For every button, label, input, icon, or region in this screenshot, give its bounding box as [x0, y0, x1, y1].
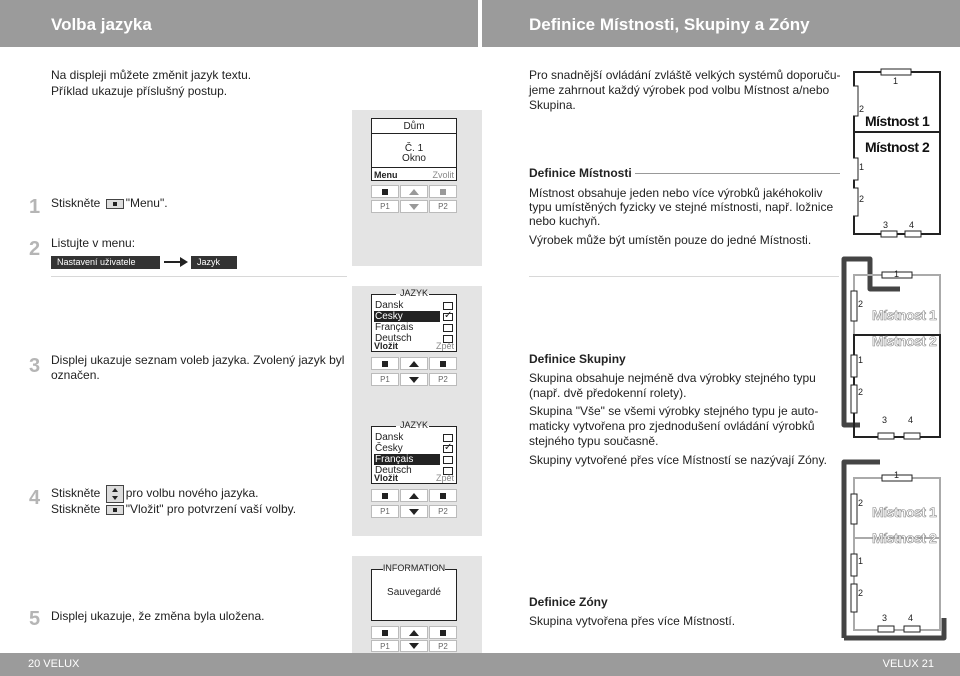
step-number-4: 4	[29, 487, 41, 509]
right-page-number: VELUX 21	[882, 658, 934, 670]
select-key[interactable]	[371, 626, 399, 639]
language-option: Dansk	[375, 300, 404, 311]
device-label: 1	[894, 470, 900, 480]
group-text-5: stejného typu současně.	[529, 434, 659, 448]
step-4-line-2	[51, 502, 296, 517]
display-softkey-right: Zvolit	[432, 170, 454, 180]
display-screen-language	[371, 288, 457, 352]
square-icon	[440, 189, 446, 195]
left-page-title: Volba jazyka	[51, 15, 152, 34]
right-intro-3: Skupina.	[529, 98, 576, 112]
step-number-3: 3	[29, 355, 41, 377]
intro-line-2: Příklad ukazuje příslušný postup.	[51, 84, 228, 98]
square-icon	[440, 361, 446, 367]
step-3-line-1: Displej ukazuje seznam voleb jazyka. Zvolený jazyk byl	[51, 353, 345, 367]
room-1-label: Místnost 1	[872, 307, 937, 323]
group-text-2: (např. dvě předokenní rolety).	[529, 386, 687, 400]
step-number-2: 2	[29, 238, 41, 260]
p1-key[interactable]: P1	[371, 505, 399, 518]
down-arrow-icon	[409, 509, 419, 515]
p1-key[interactable]: P1	[371, 200, 399, 213]
down-arrow-icon	[409, 377, 419, 383]
display-softkey-right: Zpět	[435, 473, 454, 483]
display-title: JAZYK	[399, 420, 428, 430]
select-key[interactable]	[371, 357, 399, 370]
down-key[interactable]	[400, 200, 428, 213]
room-definition-title: Definice Místnosti	[529, 166, 632, 180]
p1-key[interactable]: P1	[371, 373, 399, 386]
group-text-1: Skupina obsahuje nejméně dva výrobky stejného typu	[529, 371, 816, 385]
zone-definition-title: Definice Zóny	[529, 595, 608, 609]
room-2-label: Místnost 2	[865, 139, 930, 155]
group-text-3: Skupina "Vše" se všemi výrobky stejného typu je auto-	[529, 404, 819, 418]
right-page-title: Definice Místnosti, Skupiny a Zóny	[529, 15, 810, 34]
step-5-text: Displej ukazuje, že změna byla uložena.	[51, 609, 265, 623]
keypad-bottom-row	[371, 640, 457, 652]
p2-key[interactable]: P2	[429, 505, 457, 518]
device-label: 3	[883, 220, 889, 230]
language-option-selected: Česky	[374, 311, 440, 322]
device-label: 2	[859, 104, 865, 114]
down-key[interactable]	[400, 373, 428, 386]
step-number-5: 5	[29, 608, 41, 630]
group-definition-title: Definice Skupiny	[529, 352, 626, 366]
display-screen-information	[371, 563, 457, 621]
down-key[interactable]	[400, 505, 428, 518]
device-label: 1	[893, 76, 899, 86]
room-1-label: Místnost 1	[865, 113, 930, 129]
square-icon	[440, 493, 446, 499]
menu-button-icon	[106, 199, 124, 209]
language-option: Deutsch	[375, 333, 412, 344]
display-message: Sauvegardé	[387, 587, 441, 598]
up-key[interactable]	[400, 357, 428, 370]
checkbox-checked	[443, 445, 453, 453]
keypad-top-row	[371, 489, 457, 502]
device-label: 4	[908, 415, 914, 425]
left-page-number: 20 VELUX	[28, 658, 80, 670]
step-1-post: "Menu".	[125, 196, 168, 210]
up-key[interactable]	[400, 185, 428, 198]
display-line-2: Č. 1	[404, 143, 424, 154]
step-1-text	[51, 196, 168, 211]
display-softkey-left: Menu	[374, 170, 398, 180]
checkbox-checked	[443, 313, 453, 321]
title-rule	[635, 173, 840, 174]
device-label: 1	[894, 269, 900, 279]
divider	[51, 276, 347, 277]
device-label: 2	[858, 498, 864, 508]
keypad-top-row	[371, 185, 457, 198]
up-arrow-icon	[409, 189, 419, 195]
p2-key[interactable]: P2	[429, 200, 457, 213]
up-key[interactable]	[400, 489, 428, 502]
language-option-selected: Français	[374, 454, 440, 465]
group-text-6: Skupiny vytvořené přes více Místností se nazývají Zóny.	[529, 453, 827, 467]
step-number-1: 1	[29, 196, 41, 218]
room-1-label: Místnost 1	[872, 504, 937, 520]
right-key[interactable]	[429, 489, 457, 502]
menu-path-to: Jazyk	[191, 256, 237, 269]
right-intro-2: jeme zahrnout každý výrobek pod volbu Místnost a/nebo	[529, 83, 830, 97]
square-icon	[440, 630, 446, 636]
keypad-bottom-row	[371, 505, 457, 518]
select-key[interactable]	[371, 185, 399, 198]
display-softkey-left: Vložit	[374, 473, 398, 483]
room-diagram-1	[853, 68, 941, 238]
intro-line-1: Na displeji můžete změnit jazyk textu.	[51, 68, 252, 82]
language-option: Dansk	[375, 432, 404, 443]
keypad-bottom-row	[371, 373, 457, 386]
zone-plan-icon	[840, 458, 950, 648]
keypad-top-row	[371, 626, 457, 639]
checkbox	[443, 434, 453, 442]
display-screen-home	[371, 118, 457, 181]
square-icon	[382, 493, 388, 499]
device-label: 1	[858, 556, 864, 566]
language-option: Français	[375, 322, 414, 333]
up-down-button-icon	[106, 485, 124, 503]
right-key[interactable]	[429, 626, 457, 639]
right-key[interactable]	[429, 357, 457, 370]
down-key[interactable]	[400, 640, 428, 652]
divider	[529, 276, 839, 277]
up-key[interactable]	[400, 626, 428, 639]
device-label: 4	[908, 613, 914, 623]
device-label: 2	[859, 194, 865, 204]
step-4-post-2: "Vložit" pro potvrzení vaší volby.	[125, 502, 297, 516]
display-title: INFORMATION	[382, 563, 446, 573]
group-plan-icon	[840, 255, 950, 445]
room-text-1: Místnost obsahuje jeden nebo více výrobků jakéhokoliv	[529, 186, 823, 200]
zone-text: Skupina vytvořena přes více Místností.	[529, 614, 736, 628]
up-arrow-icon	[409, 361, 419, 367]
step-4-pre-2: Stiskněte	[51, 502, 101, 516]
display-softkey-right: Zpět	[435, 341, 454, 351]
p1-key[interactable]: P1	[371, 640, 399, 652]
square-icon	[382, 630, 388, 636]
select-key[interactable]	[371, 489, 399, 502]
checkbox	[443, 302, 453, 310]
step-4-line-1	[51, 485, 258, 503]
display-line-1: Dům	[403, 121, 425, 132]
zone-diagram	[840, 458, 950, 648]
device-label: 2	[858, 299, 864, 309]
device-label: 2	[858, 387, 864, 397]
keypad-top-row	[371, 357, 457, 370]
step-1-pre: Stiskněte	[51, 196, 101, 210]
footer-bar	[0, 653, 960, 676]
device-label: 3	[882, 613, 888, 623]
step-2-text: Listujte v menu:	[51, 236, 136, 250]
up-arrow-icon	[409, 630, 419, 636]
step-4-pre-1: Stiskněte	[51, 486, 101, 501]
right-intro-1: Pro snadnější ovládání zvláště velkých systémů doporuču-	[529, 68, 841, 82]
p2-key[interactable]: P2	[429, 373, 457, 386]
group-diagram	[840, 255, 950, 445]
display-softkey-left: Vložit	[374, 341, 398, 351]
device-label: 4	[909, 220, 915, 230]
group-text-4: maticky vytvořena pro zjednodušení ovládání výrobků	[529, 419, 815, 433]
step-4-post-1: pro volbu nového jazyka.	[125, 486, 259, 501]
device-label: 1	[858, 355, 864, 365]
display-screen-language-changed	[371, 420, 457, 484]
arrow-right-icon	[162, 256, 192, 269]
language-option: Deutsch	[375, 465, 412, 476]
step-3-line-2: označen.	[51, 368, 100, 382]
select-button-icon	[106, 505, 124, 515]
room-text-3: nebo kuchyň.	[529, 214, 601, 228]
square-icon	[382, 189, 388, 195]
down-arrow-icon	[409, 643, 419, 649]
room-text-4: Výrobek může být umístěn pouze do jedné Místnosti.	[529, 233, 812, 247]
right-key[interactable]	[429, 185, 457, 198]
room-2-label: Místnost 2	[872, 530, 937, 546]
display-title: JAZYK	[399, 288, 428, 298]
p2-key[interactable]: P2	[429, 640, 457, 652]
keypad-bottom-row	[371, 200, 457, 213]
language-option: Česky	[375, 443, 403, 454]
room-text-2: typu umístěných fyzicky ve stejné místnosti, např. ložnice	[529, 200, 834, 214]
checkbox	[443, 324, 453, 332]
square-icon	[382, 361, 388, 367]
up-arrow-icon	[409, 493, 419, 499]
room-2-label: Místnost 2	[872, 333, 937, 349]
display-line-3: Okno	[402, 153, 426, 164]
device-label: 2	[858, 588, 864, 598]
menu-path-from: Nastavení uživatele	[51, 256, 160, 269]
checkbox	[443, 456, 453, 464]
device-label: 3	[882, 415, 888, 425]
device-label: 1	[859, 162, 865, 172]
down-arrow-icon	[409, 204, 419, 210]
